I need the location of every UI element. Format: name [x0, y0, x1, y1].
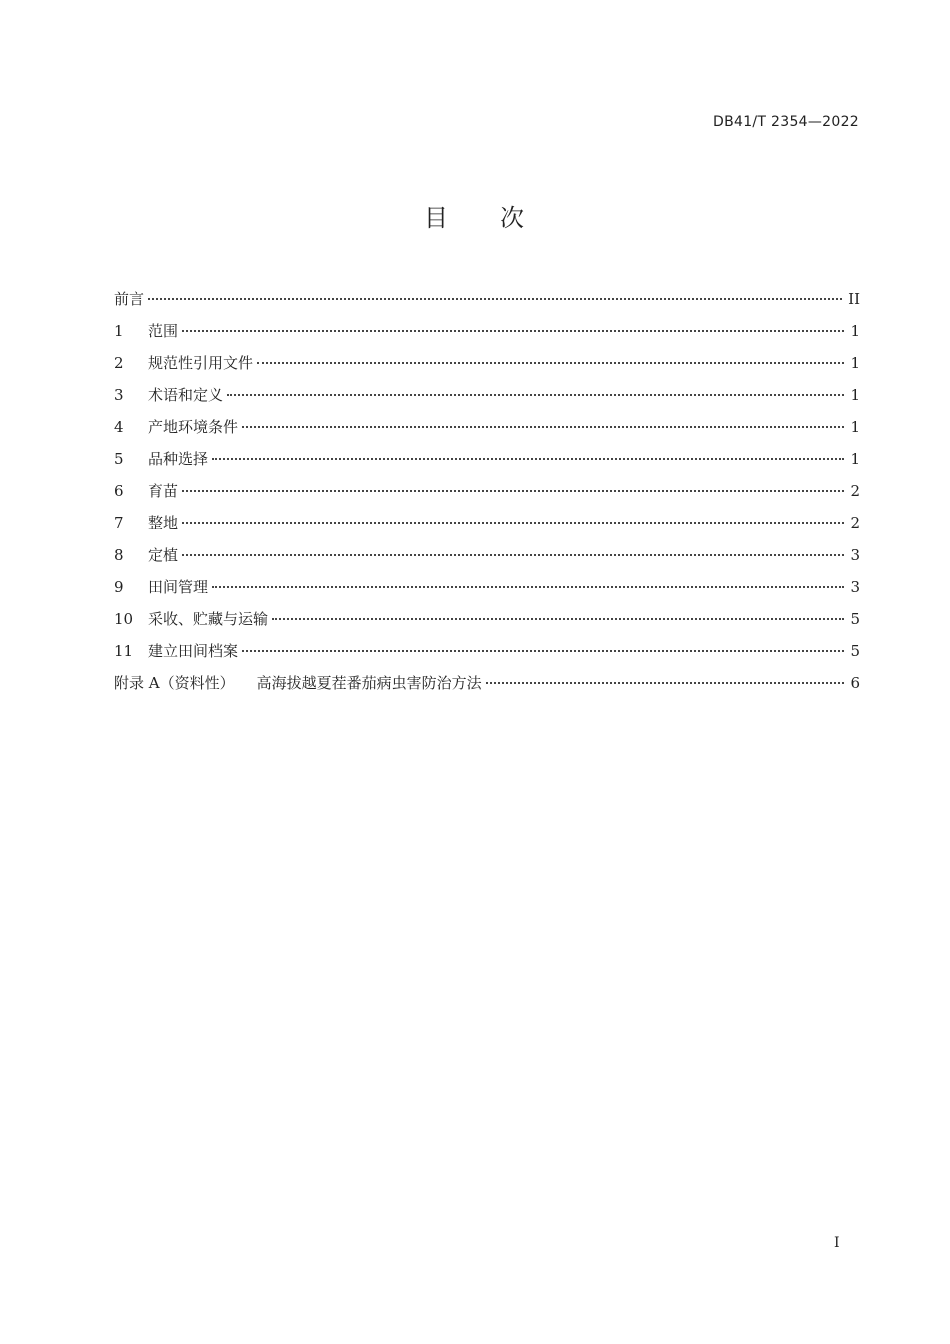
toc-entry-page: 3 — [850, 578, 860, 596]
toc-entry-page: 1 — [850, 322, 860, 340]
toc-entry-4[interactable] — [114, 414, 860, 446]
toc-entry-page: II — [848, 290, 860, 308]
toc-entry-number: 4 — [114, 418, 124, 436]
toc-dot-leader — [272, 616, 844, 620]
toc-entry-label: 附录 A（资料性） — [114, 674, 235, 692]
title-char-1: 目 — [424, 204, 450, 232]
toc-entry-page: 1 — [850, 354, 860, 372]
toc-entry-foreword[interactable] — [114, 286, 860, 318]
toc-dot-leader — [486, 680, 845, 684]
toc-dot-leader — [212, 584, 844, 588]
toc-entry-label: 规范性引用文件 — [148, 354, 254, 372]
toc-entry-number: 1 — [114, 322, 124, 340]
toc-entry-number: 5 — [114, 450, 124, 468]
toc-entry-label: 范围 — [148, 322, 179, 340]
toc-entry-label: 前言 — [114, 290, 145, 308]
toc-entry-page: 1 — [850, 418, 860, 436]
toc-entry-label: 术语和定义 — [148, 386, 224, 404]
toc-entry-page: 2 — [850, 514, 860, 532]
toc-dot-leader — [212, 456, 844, 460]
toc-dot-leader — [242, 648, 844, 652]
toc-entry-number: 2 — [114, 354, 124, 372]
toc-entry-label: 建立田间档案 — [148, 642, 239, 660]
toc-entry-11[interactable] — [114, 638, 860, 670]
toc-entry-8[interactable] — [114, 542, 860, 574]
toc-dot-leader — [182, 552, 844, 556]
toc-entry-sublabel: 高海拔越夏茬番茄病虫害防治方法 — [256, 674, 482, 692]
toc-entry-label: 采收、贮藏与运输 — [148, 610, 269, 628]
toc-entry-label: 田间管理 — [148, 578, 209, 596]
toc-entry-annex-a[interactable] — [114, 670, 860, 702]
toc-dot-leader — [182, 328, 844, 332]
toc-entry-9[interactable] — [114, 574, 860, 606]
toc-entry-page: 3 — [850, 546, 860, 564]
toc-dot-leader — [148, 296, 842, 300]
toc-entry-number: 8 — [114, 546, 124, 564]
toc-entry-page: 6 — [850, 674, 860, 692]
toc-entry-6[interactable] — [114, 478, 860, 510]
document-code: DB41/T 2354—2022 — [713, 114, 859, 130]
page-title — [0, 198, 950, 233]
toc-entry-number: 9 — [114, 578, 124, 596]
toc-entry-page: 5 — [850, 642, 860, 660]
toc-entry-number: 7 — [114, 514, 124, 532]
toc-dot-leader — [242, 424, 844, 428]
toc-entry-3[interactable] — [114, 382, 860, 414]
toc-entry-label: 品种选择 — [148, 450, 209, 468]
toc-entry-page: 1 — [850, 386, 860, 404]
toc-entry-page: 2 — [850, 482, 860, 500]
toc-entry-10[interactable] — [114, 606, 860, 638]
toc-entry-label: 产地环境条件 — [148, 418, 239, 436]
toc-entry-1[interactable] — [114, 318, 860, 350]
toc-entry-page: 1 — [850, 450, 860, 468]
toc-dot-leader — [227, 392, 844, 396]
toc-entry-page: 5 — [850, 610, 860, 628]
toc-entry-number: 3 — [114, 386, 124, 404]
title-char-2: 次 — [500, 204, 526, 232]
toc-dot-leader — [182, 520, 844, 524]
toc-entry-number: 6 — [114, 482, 124, 500]
toc-entry-7[interactable] — [114, 510, 860, 542]
toc-entry-label: 整地 — [148, 514, 179, 532]
toc-dot-leader — [182, 488, 844, 492]
toc-entry-number: 11 — [114, 642, 134, 660]
toc-entry-label: 定植 — [148, 546, 179, 564]
toc-entry-5[interactable] — [114, 446, 860, 478]
toc-entry-number: 10 — [114, 610, 134, 628]
toc-dot-leader — [257, 360, 844, 364]
table-of-contents — [114, 286, 860, 702]
page-number: I — [834, 1235, 840, 1251]
toc-entry-label: 育苗 — [148, 482, 179, 500]
toc-entry-2[interactable] — [114, 350, 860, 382]
